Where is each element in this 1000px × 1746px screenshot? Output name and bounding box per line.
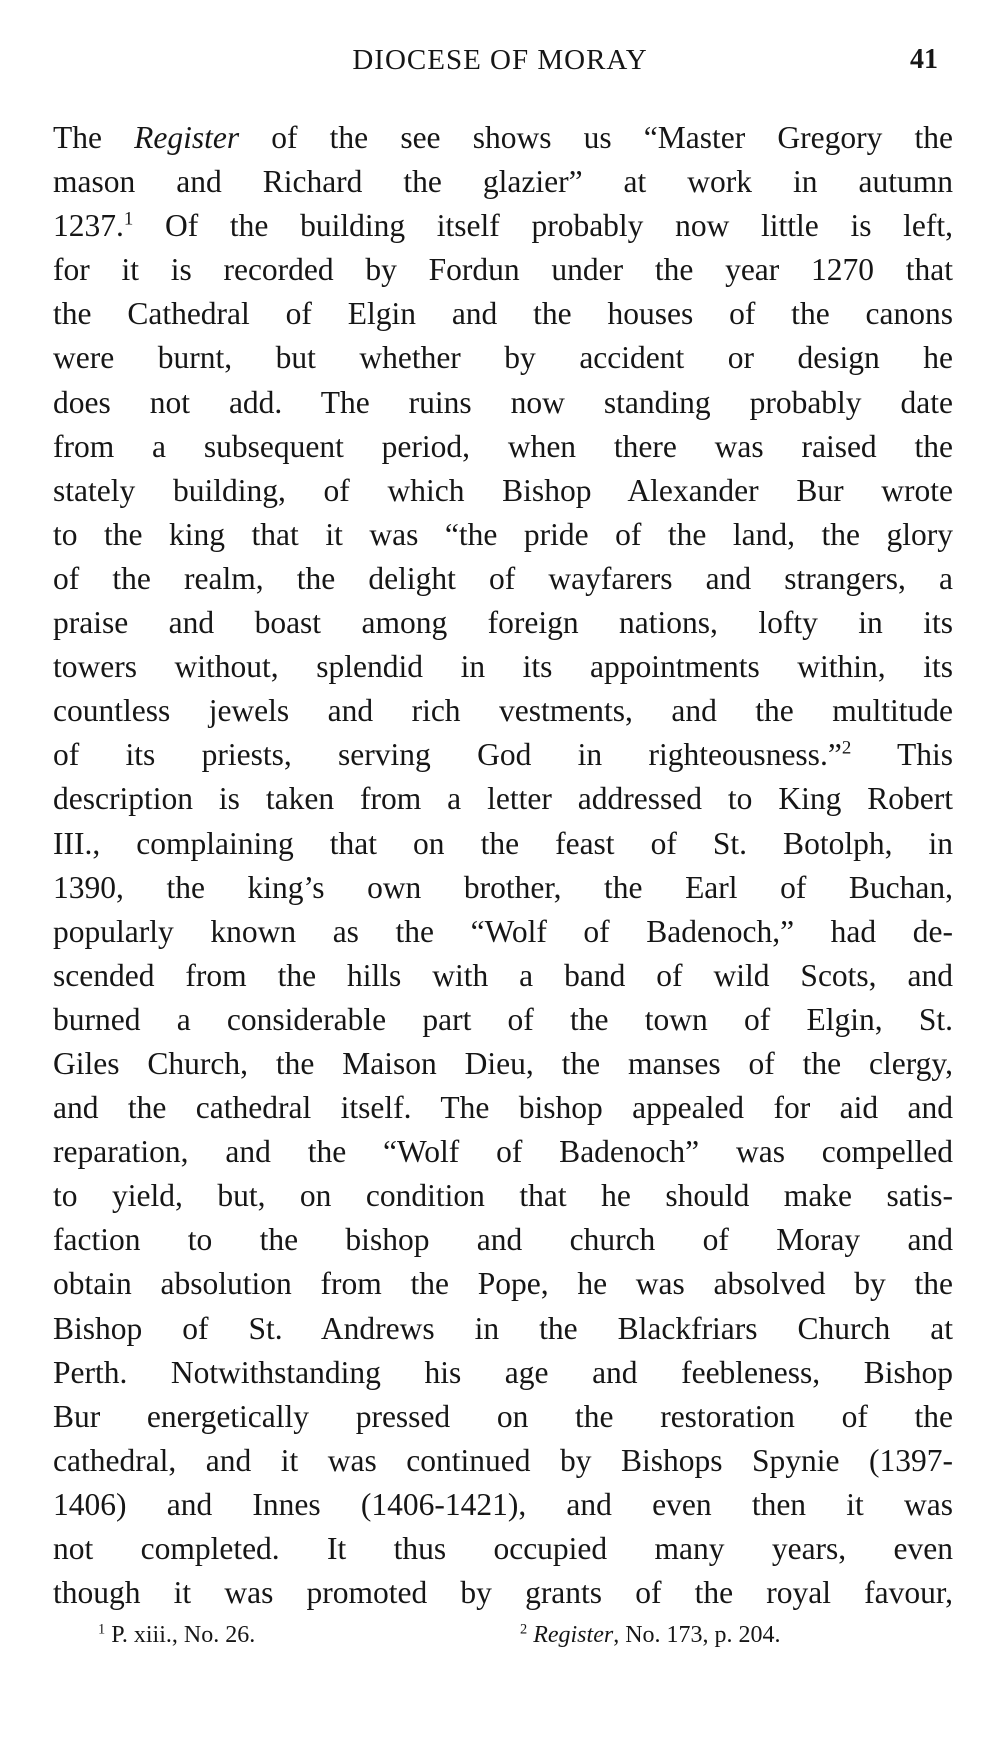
text-line: Giles Church, the Maison Dieu, the manses of the clergy, <box>53 1045 953 1081</box>
text-line: towers without, splendid in its appointments within, its <box>53 649 953 685</box>
text-line: Bishop of St. Andrews in the Blackfriars Church at <box>53 1310 953 1346</box>
line-text: Of the building itself probably now little is left, <box>133 208 953 244</box>
text-line: reparation, and the “Wolf of Badenoch” was compelled <box>53 1134 953 1170</box>
footnote-1 <box>98 1622 255 1649</box>
text-line: obtain absolution from the Pope, he was absolved by the <box>53 1266 953 1302</box>
text-line: were burnt, but whether by accident or design he <box>53 340 953 376</box>
running-title: DIOCESE OF MORAY <box>352 44 648 76</box>
italic-title: Register <box>134 120 240 155</box>
text-line: scended from the hills with a band of wild Scots, and <box>53 957 953 993</box>
footnote-mark: 1 <box>98 1621 106 1638</box>
page-number: 41 <box>910 44 938 75</box>
footnote-mark: 2 <box>520 1621 528 1638</box>
text-line: burned a considerable part of the town of Elgin, St. <box>53 1001 953 1037</box>
text-line: popularly known as the “Wolf of Badenoch,” had de- <box>53 913 953 949</box>
text-line: Perth. Notwithstanding his age and feebleness, Bishop <box>53 1354 953 1390</box>
text-line: to yield, but, on condition that he should make satis- <box>53 1178 953 1214</box>
text-line: cathedral, and it was continued by Bishops Spynie (1397- <box>53 1442 953 1478</box>
text-line: countless jewels and rich vestments, and the multitude <box>53 693 953 729</box>
footnote-text: , No. 173, p. 204. <box>613 1622 781 1648</box>
text-line: to the king that it was “the pride of the land, the glory <box>53 516 953 552</box>
text-line: description is taken from a letter addressed to King Robert <box>53 781 953 817</box>
text-line: Bur energetically pressed on the restoration of the <box>53 1398 953 1434</box>
footnote-italic: Register <box>533 1622 614 1648</box>
line-text: of its priests, serving God in righteousness.” <box>53 737 842 773</box>
text-line: praise and boast among foreign nations, lofty in its <box>53 605 953 641</box>
footnote-ref: 1 <box>123 208 134 230</box>
line-text: of the see shows us “Master Gregory the <box>239 120 953 155</box>
text-line: and the cathedral itself. The bishop appealed for aid and <box>53 1090 953 1126</box>
text-line: not completed. It thus occupied many years, even <box>53 1531 953 1566</box>
footnote-text: P. xiii., No. 26. <box>111 1622 256 1648</box>
footnote-ref: 2 <box>841 737 852 759</box>
text-line: does not add. The ruins now standing probably date <box>53 384 953 420</box>
text-line: mason and Richard the glazier” at work in autumn <box>53 164 953 200</box>
text-line <box>53 733 953 777</box>
line-text: The <box>53 120 135 155</box>
footnote-2 <box>520 1622 781 1649</box>
line-text: This <box>851 737 954 773</box>
text-line <box>53 116 953 160</box>
text-line: the Cathedral of Elgin and the houses of the canons <box>53 296 953 332</box>
text-line: though it was promoted by grants of the royal favour, <box>53 1575 953 1611</box>
text-line: 1406) and Innes (1406-1421), and even then it was <box>53 1486 953 1522</box>
text-line: III., complaining that on the feast of St. Botolph, in <box>53 825 953 861</box>
text-line: 1390, the king’s own brother, the Earl of Buchan, <box>53 869 953 905</box>
body-text <box>53 116 953 1615</box>
text-line: for it is recorded by Fordun under the year 1270 that <box>53 252 953 288</box>
footnotes <box>0 1622 1000 1662</box>
text-line: stately building, of which Bishop Alexander Bur wrote <box>53 472 953 508</box>
text-line <box>53 204 953 248</box>
text-line: from a subsequent period, when there was raised the <box>53 428 953 464</box>
text-line: faction to the bishop and church of Moray and <box>53 1222 953 1258</box>
page-header <box>0 44 1000 84</box>
line-text: 1237. <box>53 208 124 244</box>
text-line: of the realm, the delight of wayfarers and strangers, a <box>53 560 953 596</box>
